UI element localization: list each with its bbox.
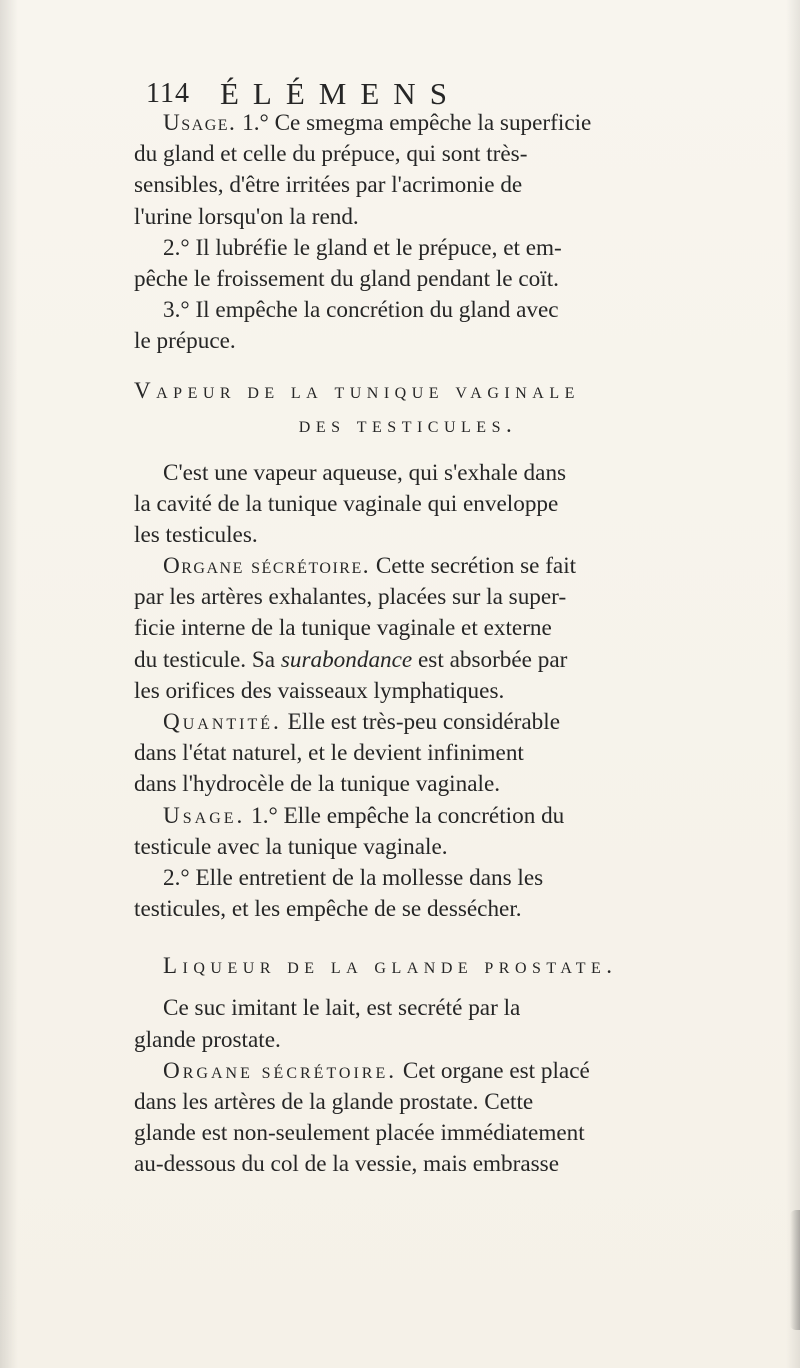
paragraph-line: dans l'état naturel, et le devient infiniment [134,740,524,767]
section-spacer [134,925,682,949]
section-spacer [134,358,682,374]
italic-word: surabondance [280,646,413,673]
section-label: Quantité. [163,709,282,735]
page-edge-stain [790,1210,800,1330]
section-heading-continued: des testicules. [298,411,518,437]
line-text: est absorbée par [412,646,568,673]
line-text: 1.° Elle empêche la concrétion du [245,802,565,829]
section-label: Organe sécrétoire. [163,553,371,580]
page-body [134,108,682,1180]
paragraph-line: le prépuce. [134,328,236,355]
paragraph-line: au-dessous du col de la vessie, mais embrasse [134,1151,559,1178]
paragraph-line: testicules, et les empêche de se dessécher. [134,896,522,923]
section-heading: Liqueur de la glande prostate. [163,953,618,979]
section-label: Usage. [163,110,237,136]
section-spacer [134,983,682,993]
paragraph-line: 2.° Elle entretient de la mollesse dans les [163,864,544,891]
paragraph-line: par les artères exhalantes, placées sur la super- [134,584,567,611]
section-spacer [134,442,682,458]
line-text: Cet organe est placé [397,1057,590,1084]
paragraph-line [134,645,682,676]
paragraph-line: glande est non-seulement placée immédiatement [134,1120,585,1147]
line-text: Cette secrétion se fait [370,553,577,580]
page-header [146,76,666,112]
paragraph-line: la cavité de la tunique vaginale qui enveloppe [134,490,559,517]
paragraph-line: glande prostate. [134,1026,281,1053]
paragraph-line: les testicules. [134,521,258,548]
paragraph-line: pêche le froissement du gland pendant le coït. [134,265,559,292]
paragraph-line: Ce suc imitant le lait, est secrété par la [163,995,521,1022]
paragraph-line: du gland et celle du prépuce, qui sont très- [134,141,528,168]
section-heading: Vapeur de la tunique vaginale [134,377,580,403]
running-title: ÉLÉMENS [220,76,461,111]
line-text: 1.° Ce smegma empêche la superficie [236,110,592,136]
line-text: Elle est très-peu considérable [281,709,560,735]
paragraph-line: 2.° Il lubréfie le gland et le prépuce, et em- [163,234,562,261]
paragraph-line: sensibles, d'être irritées par l'acrimonie de [134,172,523,199]
paragraph-line [134,707,682,738]
paragraph-line [134,551,682,582]
line-text: du testicule. Sa [134,646,281,673]
paragraph-line [134,801,682,832]
page-gutter-shadow [0,0,18,1368]
paragraph-line [134,108,682,139]
page-number: 114 [146,78,190,109]
paragraph-line: les orifices des vaisseaux lymphatiques. [134,677,505,704]
paragraph-line: 3.° Il empêche la concrétion du gland avec [163,297,559,324]
paragraph-line: dans les artères de la glande prostate. Cette [134,1088,534,1115]
page-edge-shadow [786,0,800,1368]
section-label: Usage. [163,802,246,829]
paragraph-line: l'urine lorsqu'on la rend. [134,203,359,230]
paragraph-line: ficie interne de la tunique vaginale et externe [134,615,552,642]
paragraph-line [134,1056,682,1087]
paragraph-line: C'est une vapeur aqueuse, qui s'exhale dans [163,459,567,486]
paragraph-line: testicule avec la tunique vaginale. [134,833,448,860]
section-label: Organe sécrétoire. [163,1057,398,1084]
paragraph-line: dans l'hydrocèle de la tunique vaginale. [134,771,501,798]
